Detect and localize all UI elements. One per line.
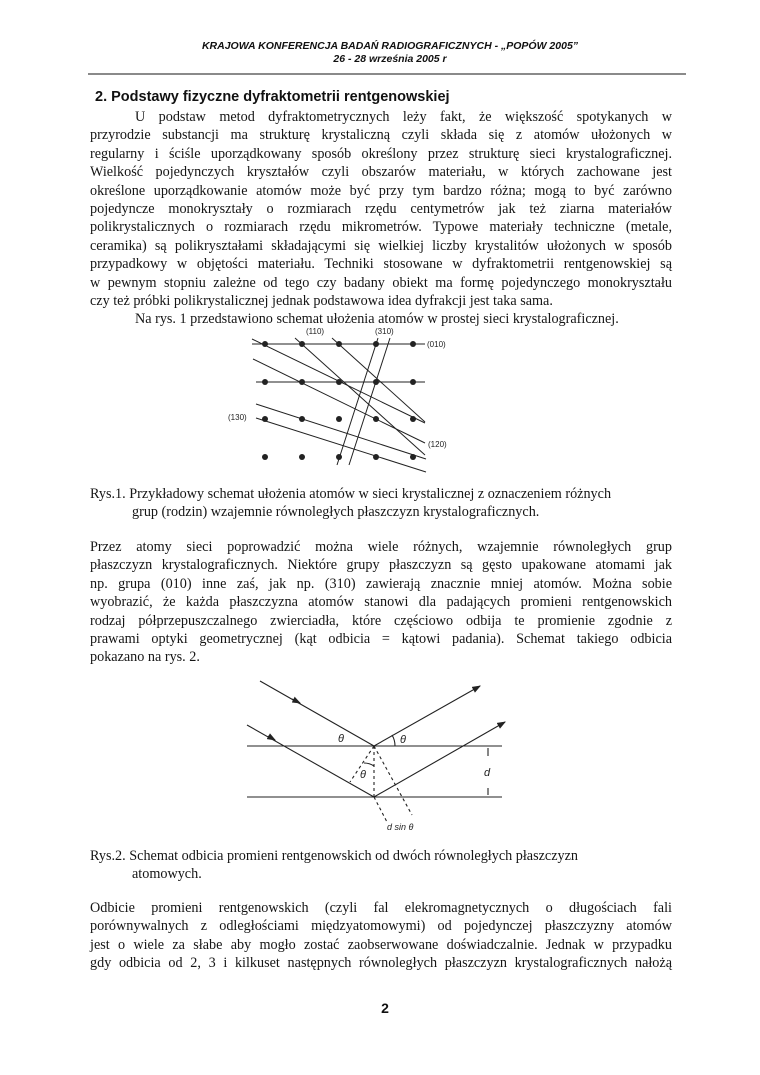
caption-text: Schemat odbicia promieni rentgenowskich od dwóch równoległych płaszczyzn bbox=[129, 848, 578, 864]
text-line: rodzaj półprzepuszczalnego zwierciadła, które częściowo odbija te promienie zgodnie z bbox=[90, 612, 672, 629]
caption-text: Przykładowy schemat ułożenia atomów w sieci krystalicznej z oznaczeniem różnych bbox=[129, 486, 612, 502]
text-line: pokazano na rys. 2. bbox=[90, 649, 200, 666]
text-line: jest o wiele za słabe aby mogło zostać zaobserwowane doświadczalnie. Jednak w przypadku bbox=[90, 936, 672, 953]
caption-label: Rys.1. bbox=[90, 486, 126, 502]
d-sin-theta-label: d sin θ bbox=[387, 822, 414, 832]
section-heading: 2. Podstawy fizyczne dyfraktometrii rentgenowskiej bbox=[95, 89, 450, 105]
text-line: prawami optyki geometrycznej (kąt odbicia = kątowi padania). Schemat takiego odbicia bbox=[90, 631, 672, 648]
running-header bbox=[90, 40, 690, 66]
theta-incident-label: θ bbox=[338, 733, 344, 745]
label-120: (120) bbox=[428, 440, 447, 449]
label-310: (310) bbox=[375, 327, 394, 336]
theta-reflected-label: θ bbox=[400, 734, 406, 746]
paragraph-3 bbox=[90, 538, 672, 667]
text-line: Wielkość pojedynczych kryształów czyli obszarów materiału, w których zachowane jest bbox=[90, 164, 672, 181]
text-line: Na rys. 1 przedstawiono schemat ułożenia atomów w prostej sieci krystalograficznej. bbox=[135, 311, 619, 327]
text-line: w pewnym stopniu zależne od tego czy badany obiekt ma formę pojedynczego monokryształu bbox=[90, 274, 672, 291]
label-110: (110) bbox=[306, 327, 325, 336]
text-line: Odbicie promieni rentgenowskich (czyli fal elekromagnetycznych o długościach fali bbox=[90, 900, 672, 916]
page-number: 2 bbox=[381, 1000, 389, 1016]
conference-dates: 26 - 28 września 2005 r bbox=[333, 53, 447, 65]
caption-label: Rys.2. bbox=[90, 848, 126, 864]
paragraph-1 bbox=[90, 108, 672, 310]
header-divider bbox=[88, 73, 686, 75]
figure-2-caption bbox=[90, 847, 680, 884]
figure-1-caption bbox=[90, 485, 680, 522]
text-line: polikrystalicznych o rozmiarach rzędu mikrometrów. Typowe materiały techniczne (metale, bbox=[90, 219, 672, 236]
text-line: pojedyncze monokryształy o rozmiarach rzędu centymetrów jak też ziarna materiałów bbox=[90, 201, 672, 218]
text-line: U podstaw metod dyfraktometrycznych leży fakt, że większość spotykanych w bbox=[135, 109, 672, 125]
paragraph-4 bbox=[90, 899, 672, 973]
label-130: (130) bbox=[228, 413, 247, 422]
label-010: (010) bbox=[427, 340, 446, 349]
text-line: czy też próbki polikrystalicznej jednak podstawowa idea dyfrakcji jest taka sama. bbox=[90, 293, 553, 310]
text-line: płaszczyzn krystalograficznych. Niektóre grupy płaszczyzn są gęsto upakowane atomami jak bbox=[90, 557, 672, 574]
text-line: przypadkowy w objętości materiału. Techniki stosowane w dyfraktometrii rentgenowskiej są bbox=[90, 256, 672, 273]
text-line: przyrodzie substancji ma strukturę krystaliczną czyli składa się z atomów ułożonych w bbox=[90, 127, 672, 144]
text-line: gdy odbicia od 2, 3 i kilkuset następnych równoległych płaszczyzn krystalograficznych nałożą bbox=[90, 955, 672, 972]
text-line: regularny i ściśle uporządkowany sposób określony przez strukturę sieci krystalograficznej. bbox=[90, 145, 672, 162]
conference-title: KRAJOWA KONFERENCJA BADAŃ RADIOGRAFICZNYCH - „POPÓW 2005” bbox=[201, 40, 579, 52]
caption-text-continued: atomowych. bbox=[132, 866, 202, 883]
text-line: porównywalnych z odległościami międzyatomowymi) od pojedynczej płaszczyzny atomów bbox=[90, 918, 672, 935]
text-line: określone uporządkowanie atomów może być przy tym bardzo różna; mogą to być zarówno bbox=[90, 182, 672, 199]
text-line: wyobrazić, że każda płaszczyzna atomów stanowi dla padających promieni rentgenowskich bbox=[90, 594, 672, 611]
theta-inner-label: θ bbox=[360, 769, 366, 781]
text-line: Przez atomy sieci poprowadzić można wiele różnych, wzajemnie równoległych grup bbox=[90, 539, 672, 555]
bragg-reflection-figure bbox=[230, 670, 520, 840]
text-line: ceramika) są polikryształami składającymi się wielkiej liczby krystalitów ułożonych w sposób bbox=[90, 237, 672, 254]
text-line: np. grupa (010) inne zaś, jak np. (310) zawierają znacznie mniej atomów. Można sobie bbox=[90, 575, 672, 592]
crystal-lattice-figure bbox=[220, 325, 520, 475]
d-spacing-label: d bbox=[484, 767, 491, 779]
caption-text-continued: grup (rodzin) wzajemnie równoległych płaszczyzn krystalograficznych. bbox=[132, 504, 540, 521]
